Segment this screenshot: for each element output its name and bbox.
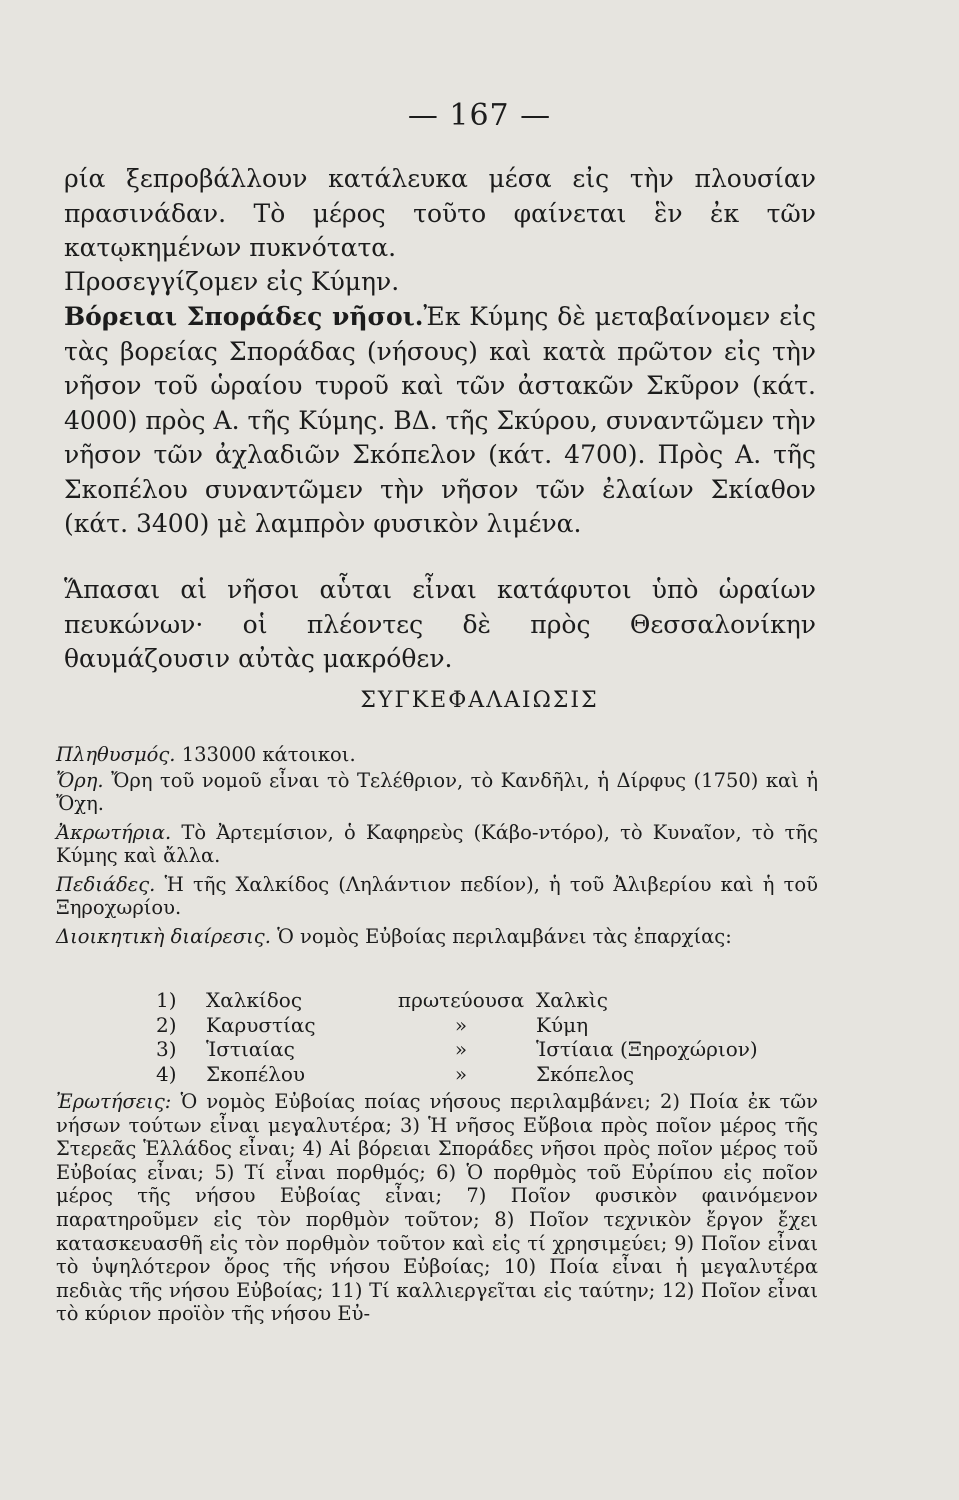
plains-text: Ἡ τῆς Χαλκίδος (Ληλάντιον πεδίον), ἡ τοῦ Ἀλιβερίου καὶ ἡ τοῦ Ξηροχωρίου. <box>56 873 818 919</box>
summary-plains <box>56 874 818 919</box>
province-number: 3) <box>156 1037 177 1061</box>
province-capital-mark: » <box>454 1061 468 1086</box>
population-label: Πληθυσμός. <box>56 743 176 766</box>
capes-text: Τὸ Ἀρτεμίσιον, ὁ Καφηρεὺς (Κάβο-ντόρο), τὸ Κυναῖον, τὸ τῆς Κύμης καὶ ἄλλα. <box>56 821 818 867</box>
paragraph-sporades <box>64 300 816 542</box>
sporades-heading: Βόρειαι Σποράδες νῆσοι. <box>64 302 424 331</box>
province-number: 4) <box>156 1061 177 1086</box>
province-capital: Κύμη <box>536 1012 589 1037</box>
summary-mountains <box>56 770 818 815</box>
capes-label: Ἀκρωτήρια. <box>56 821 172 844</box>
province-row <box>156 988 816 1013</box>
provinces-table <box>156 988 816 1086</box>
page-number: — 167 — <box>407 98 552 133</box>
sporades-text: Ἐκ Κύμης δὲ μεταβαίνομεν εἰς τὰς βορείας Σποράδας (νήσους) καὶ κατὰ πρῶτον εἰς τὴν νῆσον τοῦ ὡραίου τυροῦ καὶ τῶν ἀστακῶν Σκῦρον (κάτ. 4000) πρὸς Α. τῆς Κύμης. ΒΔ. τῆς Σκύρου, συναντῶμεν τὴν νῆσον τῶν ἀχλαδιῶν Σκόπελον (κάτ. 4700). Πρὸς Α. τῆς Σκοπέλου συναντῶμεν τὴν νῆσον τῶν ἐλαίων Σκίαθον (κάτ. 3400) μὲ λαμπρὸν φυσικὸν λιμένα. <box>64 302 816 538</box>
summary-questions <box>56 1090 818 1326</box>
province-name: Σκοπέλου <box>206 1061 306 1086</box>
province-row <box>156 1062 816 1087</box>
province-name: Καρυστίας <box>206 1012 316 1037</box>
province-row <box>156 1037 816 1062</box>
province-capital: Ἱστίαια (Ξηροχώριον) <box>536 1037 758 1061</box>
province-name: Χαλκίδος <box>206 988 303 1012</box>
plains-label: Πεδιάδες. <box>56 873 156 896</box>
questions-label: Ἐρωτήσεις: <box>56 1090 172 1113</box>
questions-text: Ὁ νομὸς Εὐβοίας ποίας νήσους περιλαμβάνει; 2) Ποία ἐκ τῶν νήσων τούτων εἶναι μεγαλυτέρα; 3) Ἡ νῆσος Εὔβοια πρὸς ποῖον μέρος τῆς Στερεᾶς Ἑλλάδος εἶναι; 4) Αἱ βόρειαι Σποράδες νῆσοι πρὸς ποῖον μέρος τοῦ Εὐβοίας εἶναι; 5) Τί εἶναι πορθμός; 6) Ὁ πορθμὸς τοῦ Εὐρίπου εἰς ποῖον μέρος τῆς νήσου Εὐβοίας εἶναι; 7) Ποῖον φυσικὸν φαινόμενον παρατηροῦμεν εἰς τὸν πορθμὸν τοῦτον; 8) Ποῖον τεχνικὸν ἔργον ἔχει κατασκευασθῆ εἰς τὸν πορθμὸν τοῦτον καὶ εἰς τί χρησιμεύει; 9) Ποῖον εἶναι τὸ ὑψηλότερον ὄρος τῆς νήσου Εὐβοίας; 10) Ποία εἶναι ἡ μεγαλυτέρα πεδιὰς τῆς νήσου Εὐβοίας; 11) Τί καλλιεργεῖται εἰς ταύτην; 12) Ποῖον εἶναι τὸ κύριον προϊὸν τῆς νήσου Εὐ- <box>56 1090 819 1326</box>
province-capital: Σκόπελος <box>536 1061 635 1086</box>
summary-administration <box>56 926 818 949</box>
province-capital: Χαλκὶς <box>536 988 608 1012</box>
summary-capes <box>56 822 818 867</box>
summary-heading: ΣΥΓΚΕΦΑΛΑΙΩΣΙΣ <box>360 688 599 713</box>
summary-population <box>56 744 818 767</box>
province-row <box>156 1013 816 1038</box>
province-capital-mark: πρωτεύουσα <box>397 988 525 1012</box>
administration-text: Ὁ νομὸς Εὐβοίας περιλαμβάνει τὰς ἐπαρχίας: <box>277 925 732 948</box>
paragraph-kymi: Προσεγγίζομεν εἰς Κύμην. <box>64 267 400 296</box>
province-number: 2) <box>156 1012 177 1037</box>
mountains-label: Ὄρη. <box>56 769 104 792</box>
province-name: Ἱστιαίας <box>206 1037 295 1061</box>
population-text: 133000 κάτοικοι. <box>181 743 356 766</box>
administration-label: Διοικητικὴ διαίρεσις. <box>56 925 271 948</box>
paragraph-village: ρία ξεπροβάλλουν κατάλευκα μέσα εἰς τὴν πλουσίαν πρασινάδαν. Τὸ μέρος τοῦτο φαίνεται ἓν ἐκ τῶν κατῳκημένων πυκνότατα. <box>64 164 816 262</box>
province-number: 1) <box>156 988 177 1012</box>
paragraph-pine-forests: Ἅπασαι αἱ νῆσοι αὗται εἶναι κατάφυτοι ὑπὸ ὡραίων πευκώνων· οἱ πλέοντες δὲ πρὸς Θεσσαλονίκην θαυμάζουσιν αὐτὰς μακρόθεν. <box>64 575 816 673</box>
mountains-text: Ὄρη τοῦ νομοῦ εἶναι τὸ Τελέθριον, τὸ Κανδῆλι, ἡ Δίρφυς (1750) καὶ ἡ Ὄχη. <box>56 769 818 815</box>
province-capital-mark: » <box>454 1012 468 1037</box>
province-capital-mark: » <box>454 1037 468 1061</box>
